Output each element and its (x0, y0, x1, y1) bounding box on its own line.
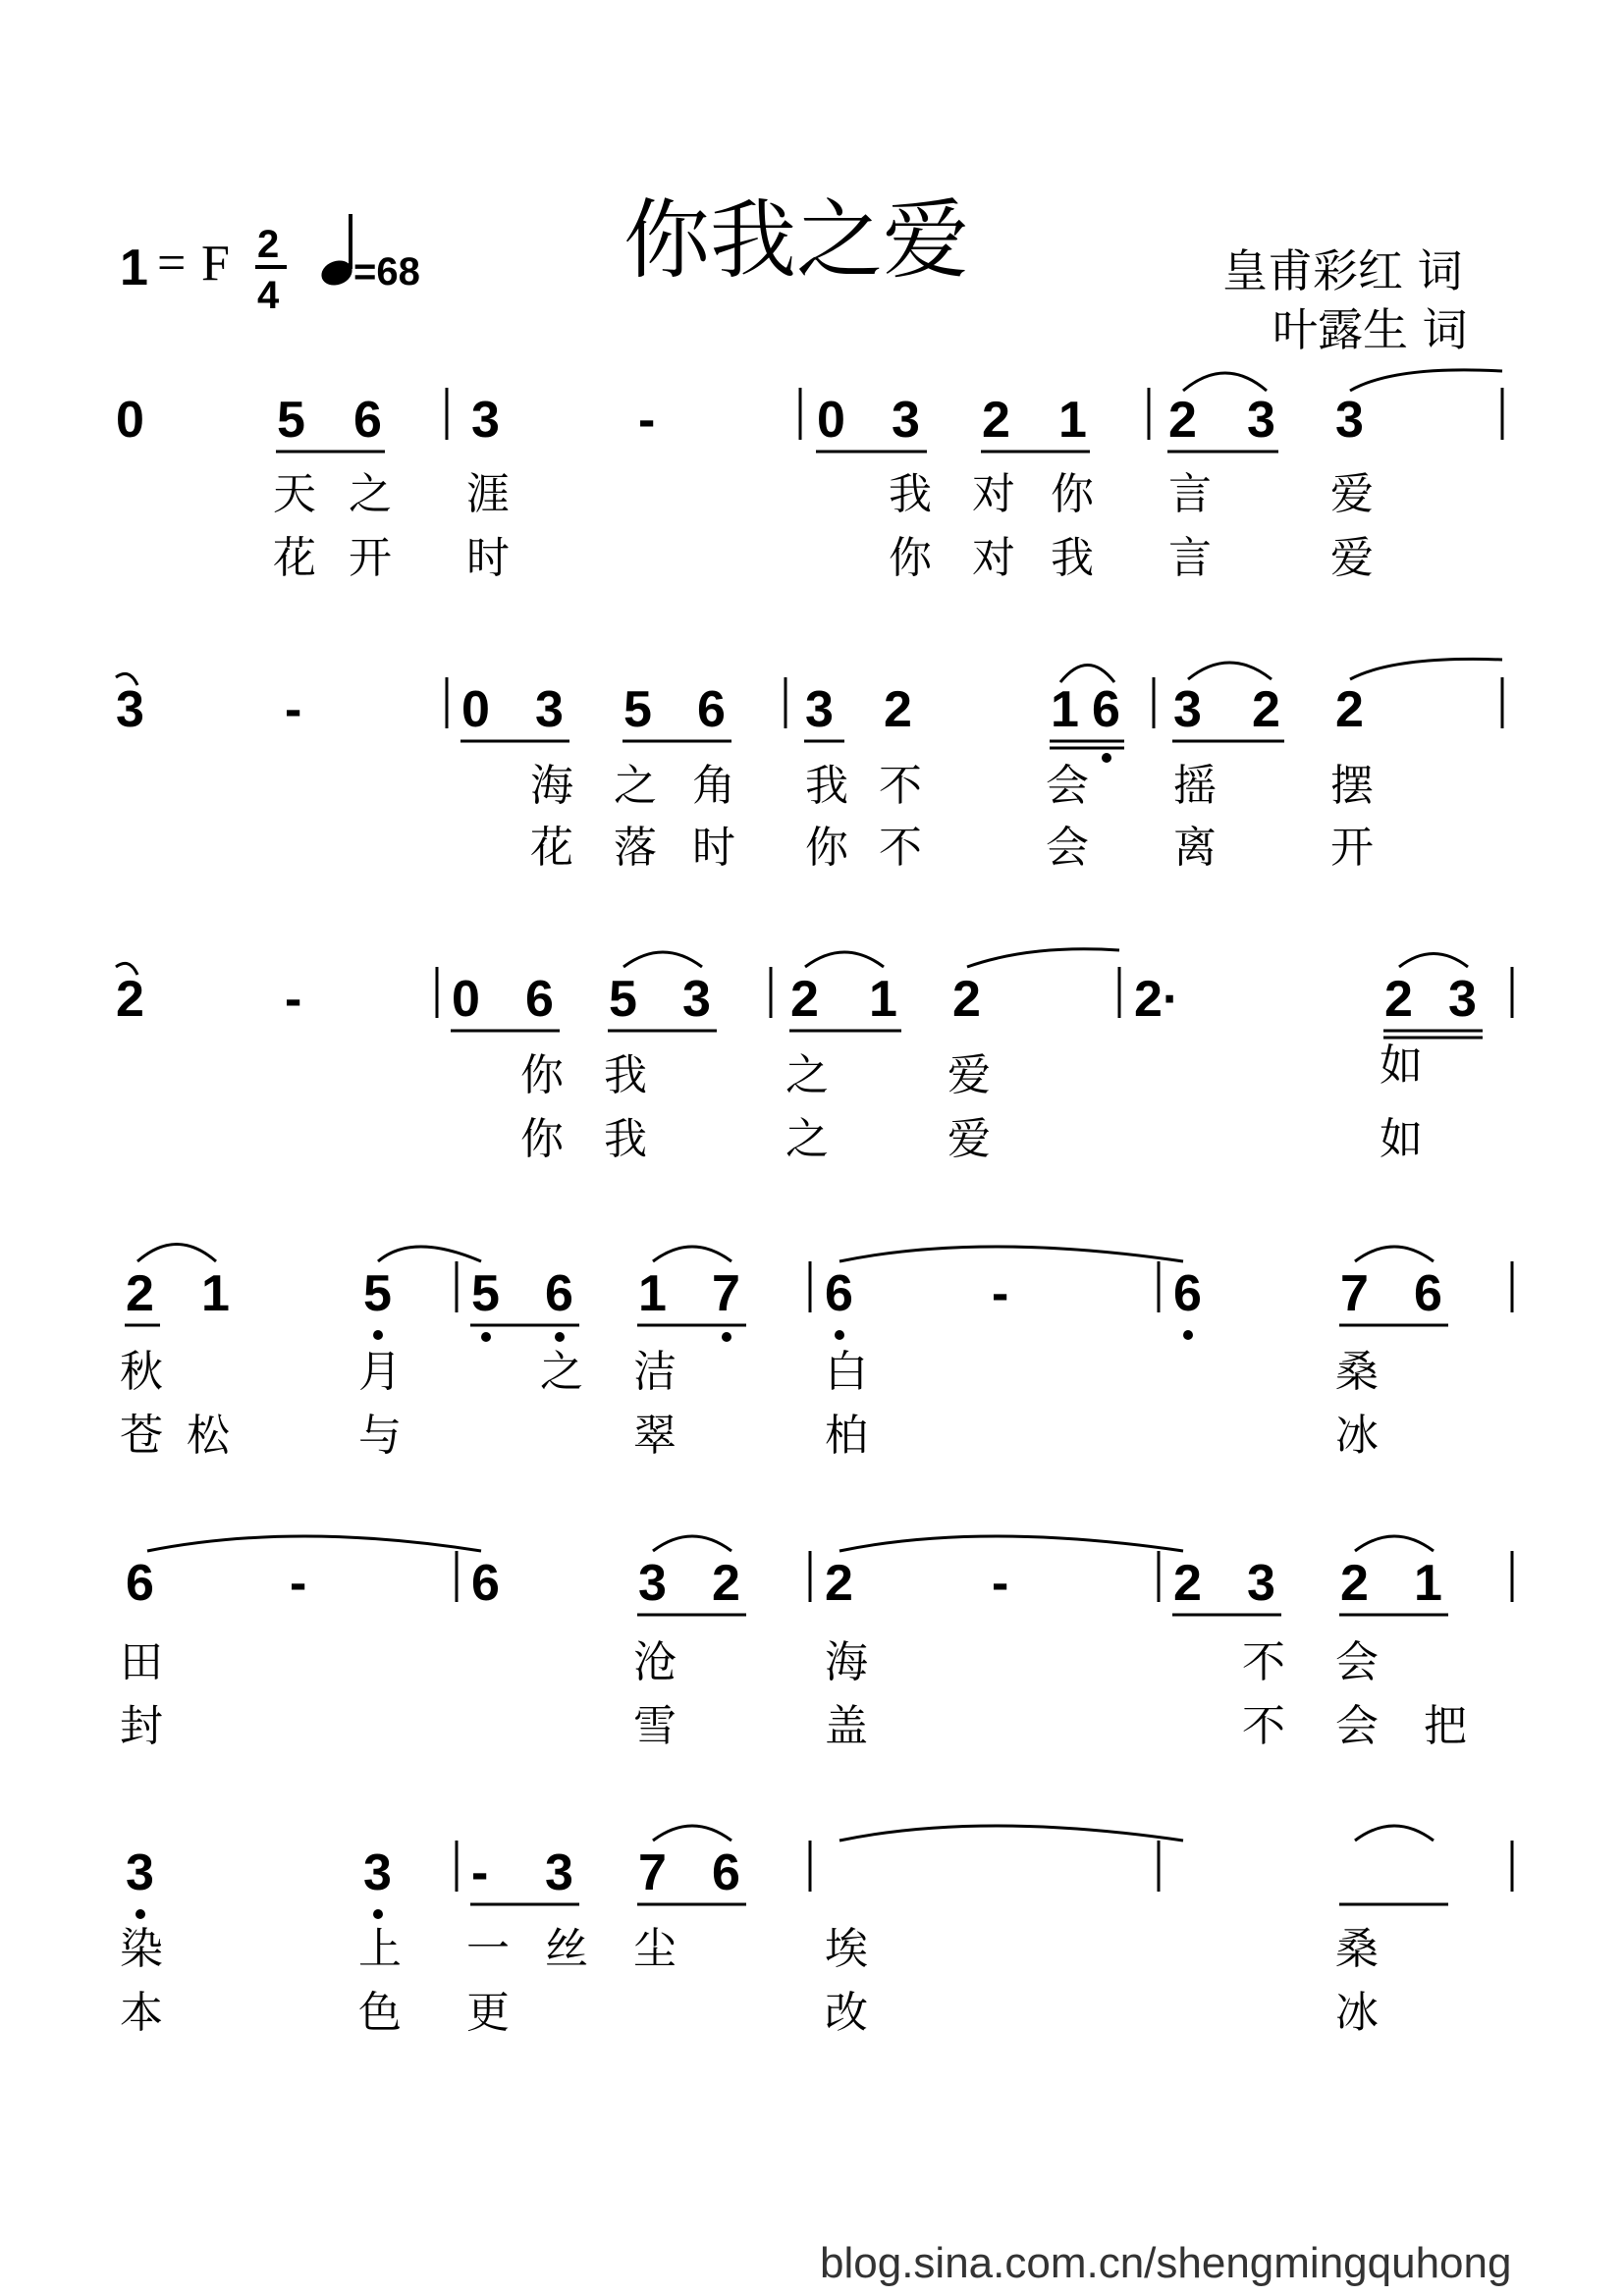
lyric: 花 (273, 533, 316, 583)
lyric: 之 (785, 1114, 829, 1164)
note: 5 (363, 1265, 392, 1322)
lyrics-row-4 (120, 1347, 1379, 1461)
lyrics-row-3 (520, 1041, 1423, 1164)
lyric: 盖 (825, 1701, 868, 1751)
lyric: 埃 (825, 1924, 868, 1974)
note: 3 (1335, 392, 1364, 449)
lyric: 对 (972, 533, 1015, 583)
note: - (285, 681, 302, 738)
lyric: 落 (614, 823, 657, 873)
lyric: 你 (520, 1050, 564, 1100)
lyrics-row-6 (120, 1924, 1379, 2038)
note: 3 (638, 1555, 667, 1612)
lyric: 爱 (947, 1050, 991, 1100)
note: 6 (525, 971, 554, 1028)
note: 2· (1134, 971, 1180, 1028)
time-sig-bottom: 4 (257, 274, 280, 317)
lyric: 爱 (1330, 469, 1374, 519)
lyric: 本 (120, 1988, 163, 2038)
note: 5 (609, 971, 637, 1028)
lyric: 时 (466, 533, 510, 583)
lyric: 丝 (545, 1924, 588, 1974)
key-letter: F (201, 236, 230, 292)
lyric: 摆 (1330, 761, 1374, 811)
note: 1 (638, 1265, 667, 1322)
lyric: 会 (1046, 823, 1089, 873)
lyric: 桑 (1335, 1924, 1379, 1974)
lyric: 开 (349, 533, 392, 583)
lyric: 花 (530, 823, 573, 873)
note: - (285, 971, 302, 1028)
note: 0 (817, 392, 845, 449)
note: 2 (116, 971, 144, 1028)
lyric: 洁 (633, 1347, 677, 1397)
note: 3 (126, 1844, 154, 1901)
note: 3 (1247, 392, 1275, 449)
lyric: 之 (614, 761, 657, 811)
note: 1 (869, 971, 897, 1028)
lyric: 我 (889, 469, 932, 519)
note: 2 (1340, 1555, 1369, 1612)
lyric: 我 (604, 1114, 647, 1164)
note: 3 (363, 1844, 392, 1901)
note: 2 (1168, 392, 1197, 449)
note: 2 (1173, 1555, 1202, 1612)
lyric: 色 (358, 1988, 402, 2038)
lyric: 冰 (1335, 1411, 1379, 1461)
note: - (992, 1555, 1009, 1612)
lyric: 不 (879, 823, 922, 873)
note: 7 (638, 1844, 667, 1901)
credit-1: 皇甫彩红 词 (1222, 244, 1463, 297)
lyric: 离 (1173, 823, 1217, 873)
note: 2 (712, 1555, 740, 1612)
quarter-note-icon (318, 214, 355, 290)
lyric: 你 (1051, 469, 1094, 519)
lyric: 你 (805, 823, 848, 873)
lyrics-row-1 (273, 469, 1374, 583)
lyric: 言 (1168, 533, 1212, 583)
note: - (290, 1555, 307, 1612)
lyric: 把 (1424, 1701, 1467, 1751)
lyric: 改 (825, 1988, 868, 2038)
key-equals: = (157, 236, 187, 292)
note: 6 (1173, 1265, 1202, 1322)
lyric: 天 (273, 469, 316, 519)
lyric: 松 (187, 1411, 230, 1461)
lyric: 不 (1242, 1637, 1285, 1687)
lyric: 言 (1168, 469, 1212, 519)
note: - (638, 392, 656, 449)
staff-row-1 (116, 370, 1502, 452)
lyrics-row-5 (120, 1637, 1467, 1751)
lyric: 田 (120, 1637, 163, 1687)
note: 6 (825, 1265, 853, 1322)
note: 2 (982, 392, 1010, 449)
lyric: 海 (825, 1637, 868, 1687)
note: 5 (471, 1265, 500, 1322)
note: - (992, 1265, 1009, 1322)
watermark: blog.sina.com.cn/shengmingquhong (820, 2239, 1512, 2287)
lyric: 染 (120, 1924, 163, 1974)
note: 1 (1058, 392, 1087, 449)
staff-row-5 (126, 1536, 1512, 1615)
lyric: 与 (358, 1411, 402, 1461)
lyric: 沧 (633, 1637, 677, 1687)
lyric: 摇 (1173, 761, 1217, 811)
lyric: 会 (1046, 761, 1089, 811)
note: 6 (126, 1555, 154, 1612)
lyric: 我 (1051, 533, 1094, 583)
lyric: 秋 (120, 1347, 163, 1397)
lyric: 之 (349, 469, 392, 519)
note: 2 (952, 971, 981, 1028)
lyric: 海 (530, 761, 573, 811)
note: 3 (1247, 1555, 1275, 1612)
staff-row-2 (116, 659, 1502, 763)
lyric: 月 (358, 1347, 402, 1397)
note: 5 (623, 681, 652, 738)
note: 2 (126, 1265, 154, 1322)
note: 3 (471, 392, 500, 449)
note: 5 (277, 392, 305, 449)
tempo: =68 (353, 250, 420, 294)
staff-row-6 (126, 1826, 1512, 1919)
lyrics-row-2 (530, 761, 1374, 873)
note: 3 (805, 681, 834, 738)
staff-row-4 (125, 1245, 1512, 1343)
note: 0 (461, 681, 490, 738)
note: 6 (1414, 1265, 1442, 1322)
note: 1 (1051, 681, 1079, 738)
note: 2 (1384, 971, 1413, 1028)
lyric: 你 (520, 1114, 564, 1164)
lyric: 对 (972, 469, 1015, 519)
lyric: 我 (805, 761, 848, 811)
note: 2 (790, 971, 819, 1028)
lyric: 一 (466, 1924, 510, 1974)
lyric: 更 (466, 1988, 510, 2038)
lyric: 如 (1380, 1114, 1423, 1164)
lyric: 之 (785, 1050, 829, 1100)
lyric: 尘 (633, 1924, 677, 1974)
key-one: 1 (120, 240, 148, 296)
lyric: 会 (1335, 1637, 1379, 1687)
key-signature (120, 214, 420, 317)
staff-row-3 (116, 949, 1512, 1038)
lyric: 会 (1335, 1701, 1379, 1751)
lyric: 开 (1330, 823, 1374, 873)
lyric: 柏 (825, 1411, 868, 1461)
note: 3 (1173, 681, 1202, 738)
lyric: 白 (825, 1347, 868, 1397)
lyric: 不 (879, 761, 922, 811)
lyric: 上 (358, 1924, 402, 1974)
lyric: 不 (1242, 1701, 1285, 1751)
note: 0 (452, 971, 480, 1028)
note: 2 (825, 1555, 853, 1612)
song-title: 你我之爱 (623, 189, 970, 291)
lyric: 角 (692, 761, 735, 811)
lyric: 之 (540, 1347, 583, 1397)
lyric: 涯 (466, 469, 510, 519)
lyric: 雪 (633, 1701, 677, 1751)
lyric: 苍 (120, 1411, 163, 1461)
note: 6 (712, 1844, 740, 1901)
note: 3 (682, 971, 711, 1028)
note: 2 (884, 681, 912, 738)
note: 1 (1414, 1555, 1442, 1612)
note: 3 (116, 681, 144, 738)
time-sig-top: 2 (257, 223, 280, 266)
note: 6 (697, 681, 726, 738)
lyric: 封 (120, 1701, 163, 1751)
note: 3 (545, 1844, 573, 1901)
note: 3 (535, 681, 564, 738)
note: 7 (712, 1265, 740, 1322)
note: 6 (471, 1555, 500, 1612)
note: 7 (1340, 1265, 1369, 1322)
note: 2 (1335, 681, 1364, 738)
lyric: 桑 (1335, 1347, 1379, 1397)
lyric: 爱 (1330, 533, 1374, 583)
note: 1 (201, 1265, 230, 1322)
lyric: 如 (1380, 1041, 1423, 1091)
lyric: 翠 (633, 1411, 677, 1461)
lyric: 冰 (1335, 1988, 1379, 2038)
note: 6 (353, 392, 382, 449)
lyric: 时 (692, 823, 735, 873)
note: 3 (892, 392, 920, 449)
lyric: 你 (889, 533, 932, 583)
credit-2: 叶露生 词 (1272, 303, 1468, 356)
lyric: 我 (604, 1050, 647, 1100)
note: 0 (116, 392, 144, 449)
note: 6 (545, 1265, 573, 1322)
note: 3 (1448, 971, 1477, 1028)
note: - (471, 1844, 489, 1901)
lyric: 爱 (947, 1114, 991, 1164)
note: 2 (1252, 681, 1280, 738)
note: 6 (1092, 681, 1120, 738)
